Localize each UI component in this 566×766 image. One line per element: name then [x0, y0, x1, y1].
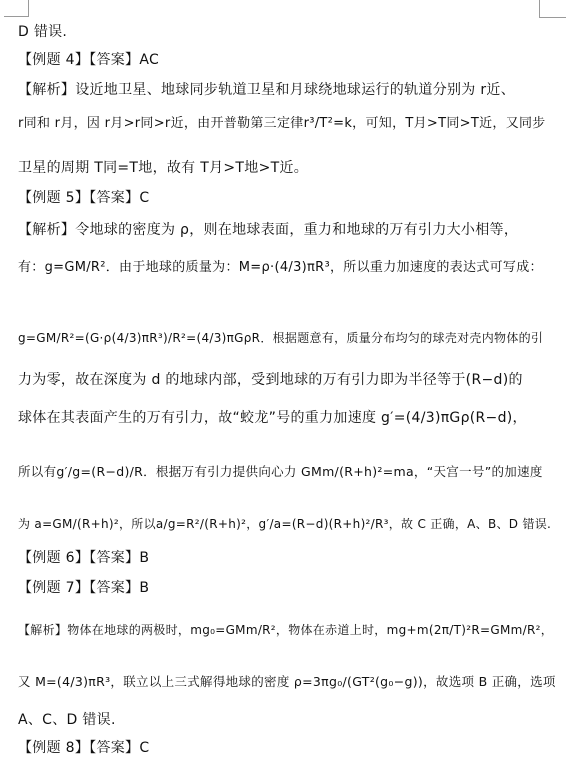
analysis-line-4: 【解析】令地球的密度为 ρ，则在地球表面，重力和地球的万有引力大小相等， [18, 222, 519, 238]
analysis-line-3: 卫星的周期 T同=T地，故有 T月>T地>T近。 [18, 160, 309, 176]
page-corner-mark-right-h [539, 17, 566, 18]
page-corner-mark-left-h [4, 16, 29, 17]
text-line-1: D 错误. [18, 24, 68, 40]
page-corner-mark-right [539, 0, 540, 18]
analysis-line-10: 为 a=GM/(R+h)²，所以a/g=R²/(R+h)²，g′/a=(R−d)(R+h)²/R³，故 C 正确，A、B、D 错误. [18, 517, 552, 531]
analysis-line-7: 力为零，故在深度为 d 的地球内部，受到地球的万有引力即为半径等于(R−d)的 [18, 372, 523, 388]
analysis-line-9: 所以有g′/g=(R−d)/R．根据万有引力提供向心力 GMm/(R+h)²=ma，“天宫一号”的加速度 [18, 464, 543, 479]
example-6-answer: 【例题 6】【答案】B [18, 550, 150, 566]
analysis-line-2: r同和 r月，因 r月>r同>r近，由开普勒第三定律r³/T²=k，可知，T月>T同>T近，又同步 [18, 116, 546, 131]
page-corner-mark-left [28, 0, 29, 16]
analysis-line-11: 【解析】物体在地球的两极时，mg₀=GMm/R²，物体在赤道上时，mg+m(2π/T)²R=GMm/R²， [18, 623, 553, 637]
example-4-answer: 【例题 4】【答案】AC [18, 52, 160, 68]
example-5-answer: 【例题 5】【答案】C [18, 190, 150, 206]
analysis-line-12: 又 M=(4/3)πR³，联立以上三式解得地球的密度 ρ=3πg₀/(GT²(g₀−g))，故选项 B 正确，选项 [18, 674, 556, 689]
analysis-line-1: 【解析】设近地卫星、地球同步轨道卫星和月球绕地球运行的轨道分别为 r近、 [18, 82, 516, 98]
analysis-line-13: A、C、D 错误. [18, 712, 116, 728]
analysis-line-6: g=GM/R²=(G·ρ(4/3)πR³)/R²=(4/3)πGρR．根据题意有，质量分布均匀的球壳对壳内物体的引 [18, 331, 544, 345]
example-8-answer: 【例题 8】【答案】C [18, 740, 150, 756]
analysis-line-8: 球体在其表面产生的万有引力，故“蛟龙”号的重力加速度 g′=(4/3)πGρ(R−d)， [18, 410, 527, 426]
example-7-answer: 【例题 7】【答案】B [18, 580, 150, 596]
analysis-line-5: 有：g=GM/R²．由于地球的质量为：M=ρ·(4/3)πR³，所以重力加速度的表达式可写成： [18, 260, 543, 275]
